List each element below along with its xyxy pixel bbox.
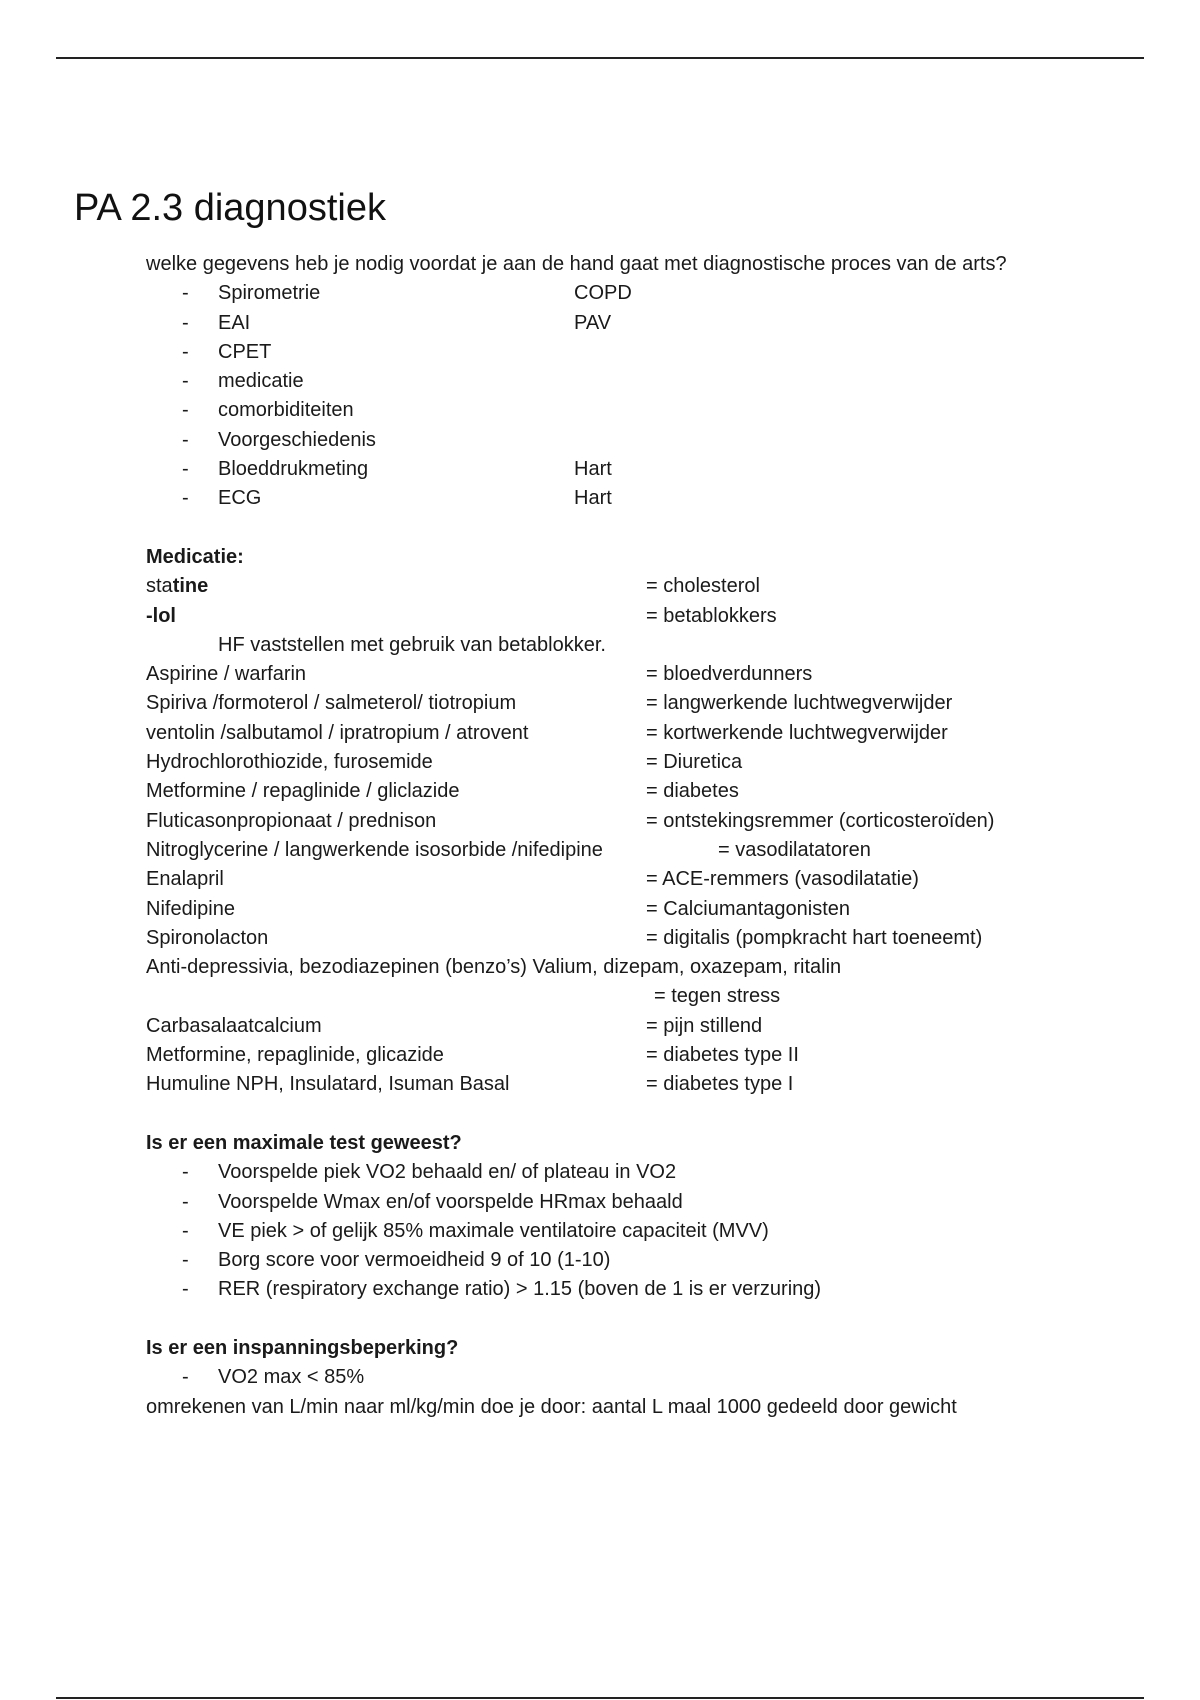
list-item: - Spirometrie COPD	[182, 282, 632, 305]
list-item: - RER (respiratory exchange ratio) > 1.15 (boven de 1 is er verzuring)	[182, 1278, 822, 1301]
list-item: - Voorspelde piek VO2 behaald en/ of plateau in VO2	[182, 1161, 677, 1184]
medication-row: Anti-depressivia, bezodiazepinen (benzo’s) Valium, dizepam, oxazepam, ritalin	[146, 956, 842, 979]
list-item: - ECG Hart	[182, 487, 612, 510]
medication-row: Fluticasonpropionaat / prednison = ontstekingsremmer (corticosteroïden)	[146, 809, 995, 832]
document-body	[146, 250, 1086, 1422]
list-item: - VE piek > of gelijk 85% maximale ventilatoire capaciteit (MVV)	[182, 1219, 769, 1242]
medication-row: = tegen stress	[654, 985, 781, 1008]
medication-section	[146, 543, 1086, 1100]
page-title: PA 2.3 diagnostiek	[74, 187, 386, 229]
medication-row: Aspirine / warfarin = bloedverdunners	[146, 663, 813, 686]
top-rule	[56, 57, 1144, 59]
list-item: - Borg score voor vermoeidheid 9 of 10 (1-10)	[182, 1249, 611, 1272]
list-item: - CPET	[182, 340, 272, 363]
medication-row: Hydrochlorothiozide, furosemide = Diuretica	[146, 751, 743, 774]
list-item: - Voorspelde Wmax en/of voorspelde HRmax behaald	[182, 1190, 683, 1213]
limitation-section	[146, 1334, 1086, 1422]
limitation-heading: Is er een inspanningsbeperking?	[146, 1336, 459, 1359]
max-test-list	[146, 1158, 1086, 1304]
hf-note: HF vaststellen met gebruik van betablokker.	[218, 633, 606, 656]
max-test-section	[146, 1129, 1086, 1305]
medication-row: Metformine, repaglinide, glicazide = diabetes type II	[146, 1044, 799, 1067]
medication-row: statine = cholesterol	[146, 575, 760, 598]
medication-row: ventolin /salbutamol / ipratropium / atrovent = kortwerkende luchtwegverwijder	[146, 721, 948, 744]
data-list	[146, 279, 1086, 513]
list-item: - EAI PAV	[182, 311, 612, 334]
medication-row: Nifedipine = Calciumantagonisten	[146, 897, 851, 920]
list-item: - comorbiditeiten	[182, 399, 354, 422]
medication-heading: Medicatie:	[146, 545, 244, 568]
list-item: - VO2 max < 85%	[182, 1366, 365, 1389]
medication-row: Humuline NPH, Insulatard, Isuman Basal = diabetes type I	[146, 1073, 794, 1096]
medication-row: -lol = betablokkers	[146, 604, 777, 627]
medication-row: Metformine / repaglinide / gliclazide = diabetes	[146, 780, 739, 803]
conversion-note: omrekenen van L/min naar ml/kg/min doe je door: aantal L maal 1000 gedeeld door gewicht	[146, 1395, 957, 1418]
bottom-rule	[56, 1697, 1144, 1699]
medication-row: Carbasalaatcalcium = pijn stillend	[146, 1014, 763, 1037]
list-item: - Bloeddrukmeting Hart	[182, 458, 612, 481]
max-test-heading: Is er een maximale test geweest?	[146, 1131, 462, 1154]
medication-row: Nitroglycerine / langwerkende isosorbide /nifedipine = vasodilatatoren	[146, 838, 871, 861]
list-item: - Voorgeschiedenis	[182, 428, 376, 451]
list-item: - medicatie	[182, 370, 304, 393]
intro-text: welke gegevens heb je nodig voordat je aan de hand gaat met diagnostische proces van de arts?	[146, 253, 1007, 275]
medication-row: Spiriva /formoterol / salmeterol/ tiotropium = langwerkende luchtwegverwijder	[146, 692, 953, 715]
medication-row: Enalapril = ACE-remmers (vasodilatatie)	[146, 868, 919, 891]
limitation-list	[146, 1363, 1086, 1392]
medication-row: Spironolacton = digitalis (pompkracht hart toeneemt)	[146, 926, 983, 949]
